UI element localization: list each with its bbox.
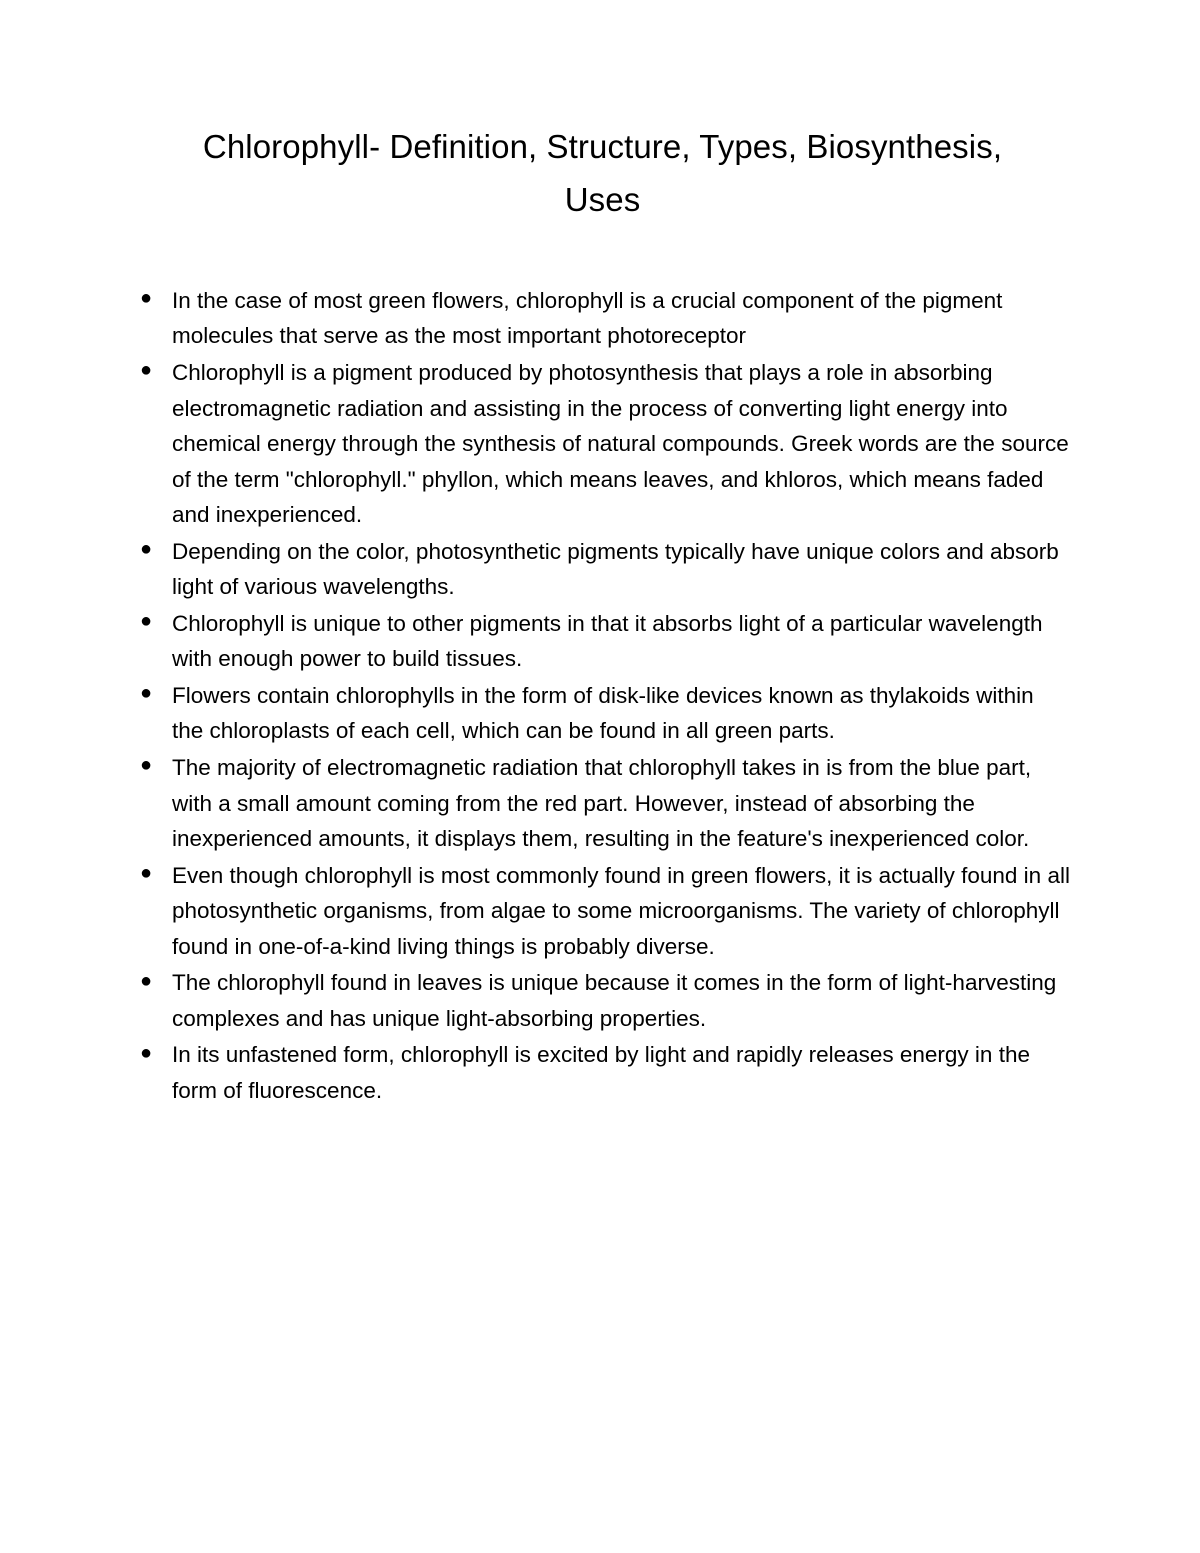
list-item-text: In its unfastened form, chlorophyll is excited by light and rapidly releases energy in the form of fluorescence. (172, 1042, 1030, 1103)
list-item-text: The chlorophyll found in leaves is unique because it comes in the form of light-harvesting complexes and has unique light-absorbing properties. (172, 970, 1057, 1031)
list-item (135, 283, 1070, 354)
bullet-icon: ● (140, 862, 153, 885)
list-item-text: The majority of electromagnetic radiation that chlorophyll takes in is from the blue part, with a small amount coming from the red part. However, instead of absorbing the inexperienced amounts, it displays them, resulting in the feature's inexperienced color. (172, 755, 1032, 852)
bullet-icon: ● (140, 538, 153, 561)
bullet-icon: ● (140, 287, 153, 310)
bullet-icon: ● (140, 359, 153, 382)
bullet-icon: ● (140, 969, 153, 992)
list-item (135, 1037, 1070, 1108)
list-item (135, 678, 1070, 749)
list-item (135, 534, 1070, 605)
bullet-icon: ● (140, 1041, 153, 1064)
list-item (135, 858, 1070, 965)
bullet-icon: ● (140, 610, 153, 633)
list-item (135, 965, 1070, 1036)
list-item-text: Flowers contain chlorophylls in the form of disk-like devices known as thylakoids within the chloroplasts of each cell, which can be found in all green parts. (172, 682, 1034, 744)
list-item (135, 355, 1070, 533)
page-title: Chlorophyll- Definition, Structure, Types, Biosynthesis, Uses (202, 128, 1003, 219)
list-item-text: Chlorophyll is a pigment produced by photosynthesis that plays a role in absorbing electromagnetic radiation and assisting in the process of converting light energy into chemical energy through the synthesis of natural compounds. Greek words are the source of the term "chlorophyll." phyllon, which means leaves, and khloros, which means faded and inexperienced. (172, 360, 1069, 528)
list-item-text: Depending on the color, photosynthetic pigments typically have unique colors and absorb light of various wavelengths. (172, 538, 1059, 600)
list-item (135, 750, 1070, 857)
list-item-text: Chlorophyll is unique to other pigments in that it absorbs light of a particular wavelength with enough power to build tissues. (172, 610, 1043, 672)
bullet-icon: ● (140, 754, 153, 777)
list-item (135, 606, 1070, 677)
list-item-text: In the case of most green flowers, chlorophyll is a crucial component of the pigment molecules that serve as the most important photoreceptor (172, 287, 1003, 349)
list-item-text: Even though chlorophyll is most commonly found in green flowers, it is actually found in all photosynthetic organisms, from algae to some microorganisms. The variety of chlorophyll found in one-of-a-kind living things is probably diverse. (172, 862, 1070, 959)
bullet-list (135, 283, 1070, 1109)
bullet-icon: ● (140, 682, 153, 705)
